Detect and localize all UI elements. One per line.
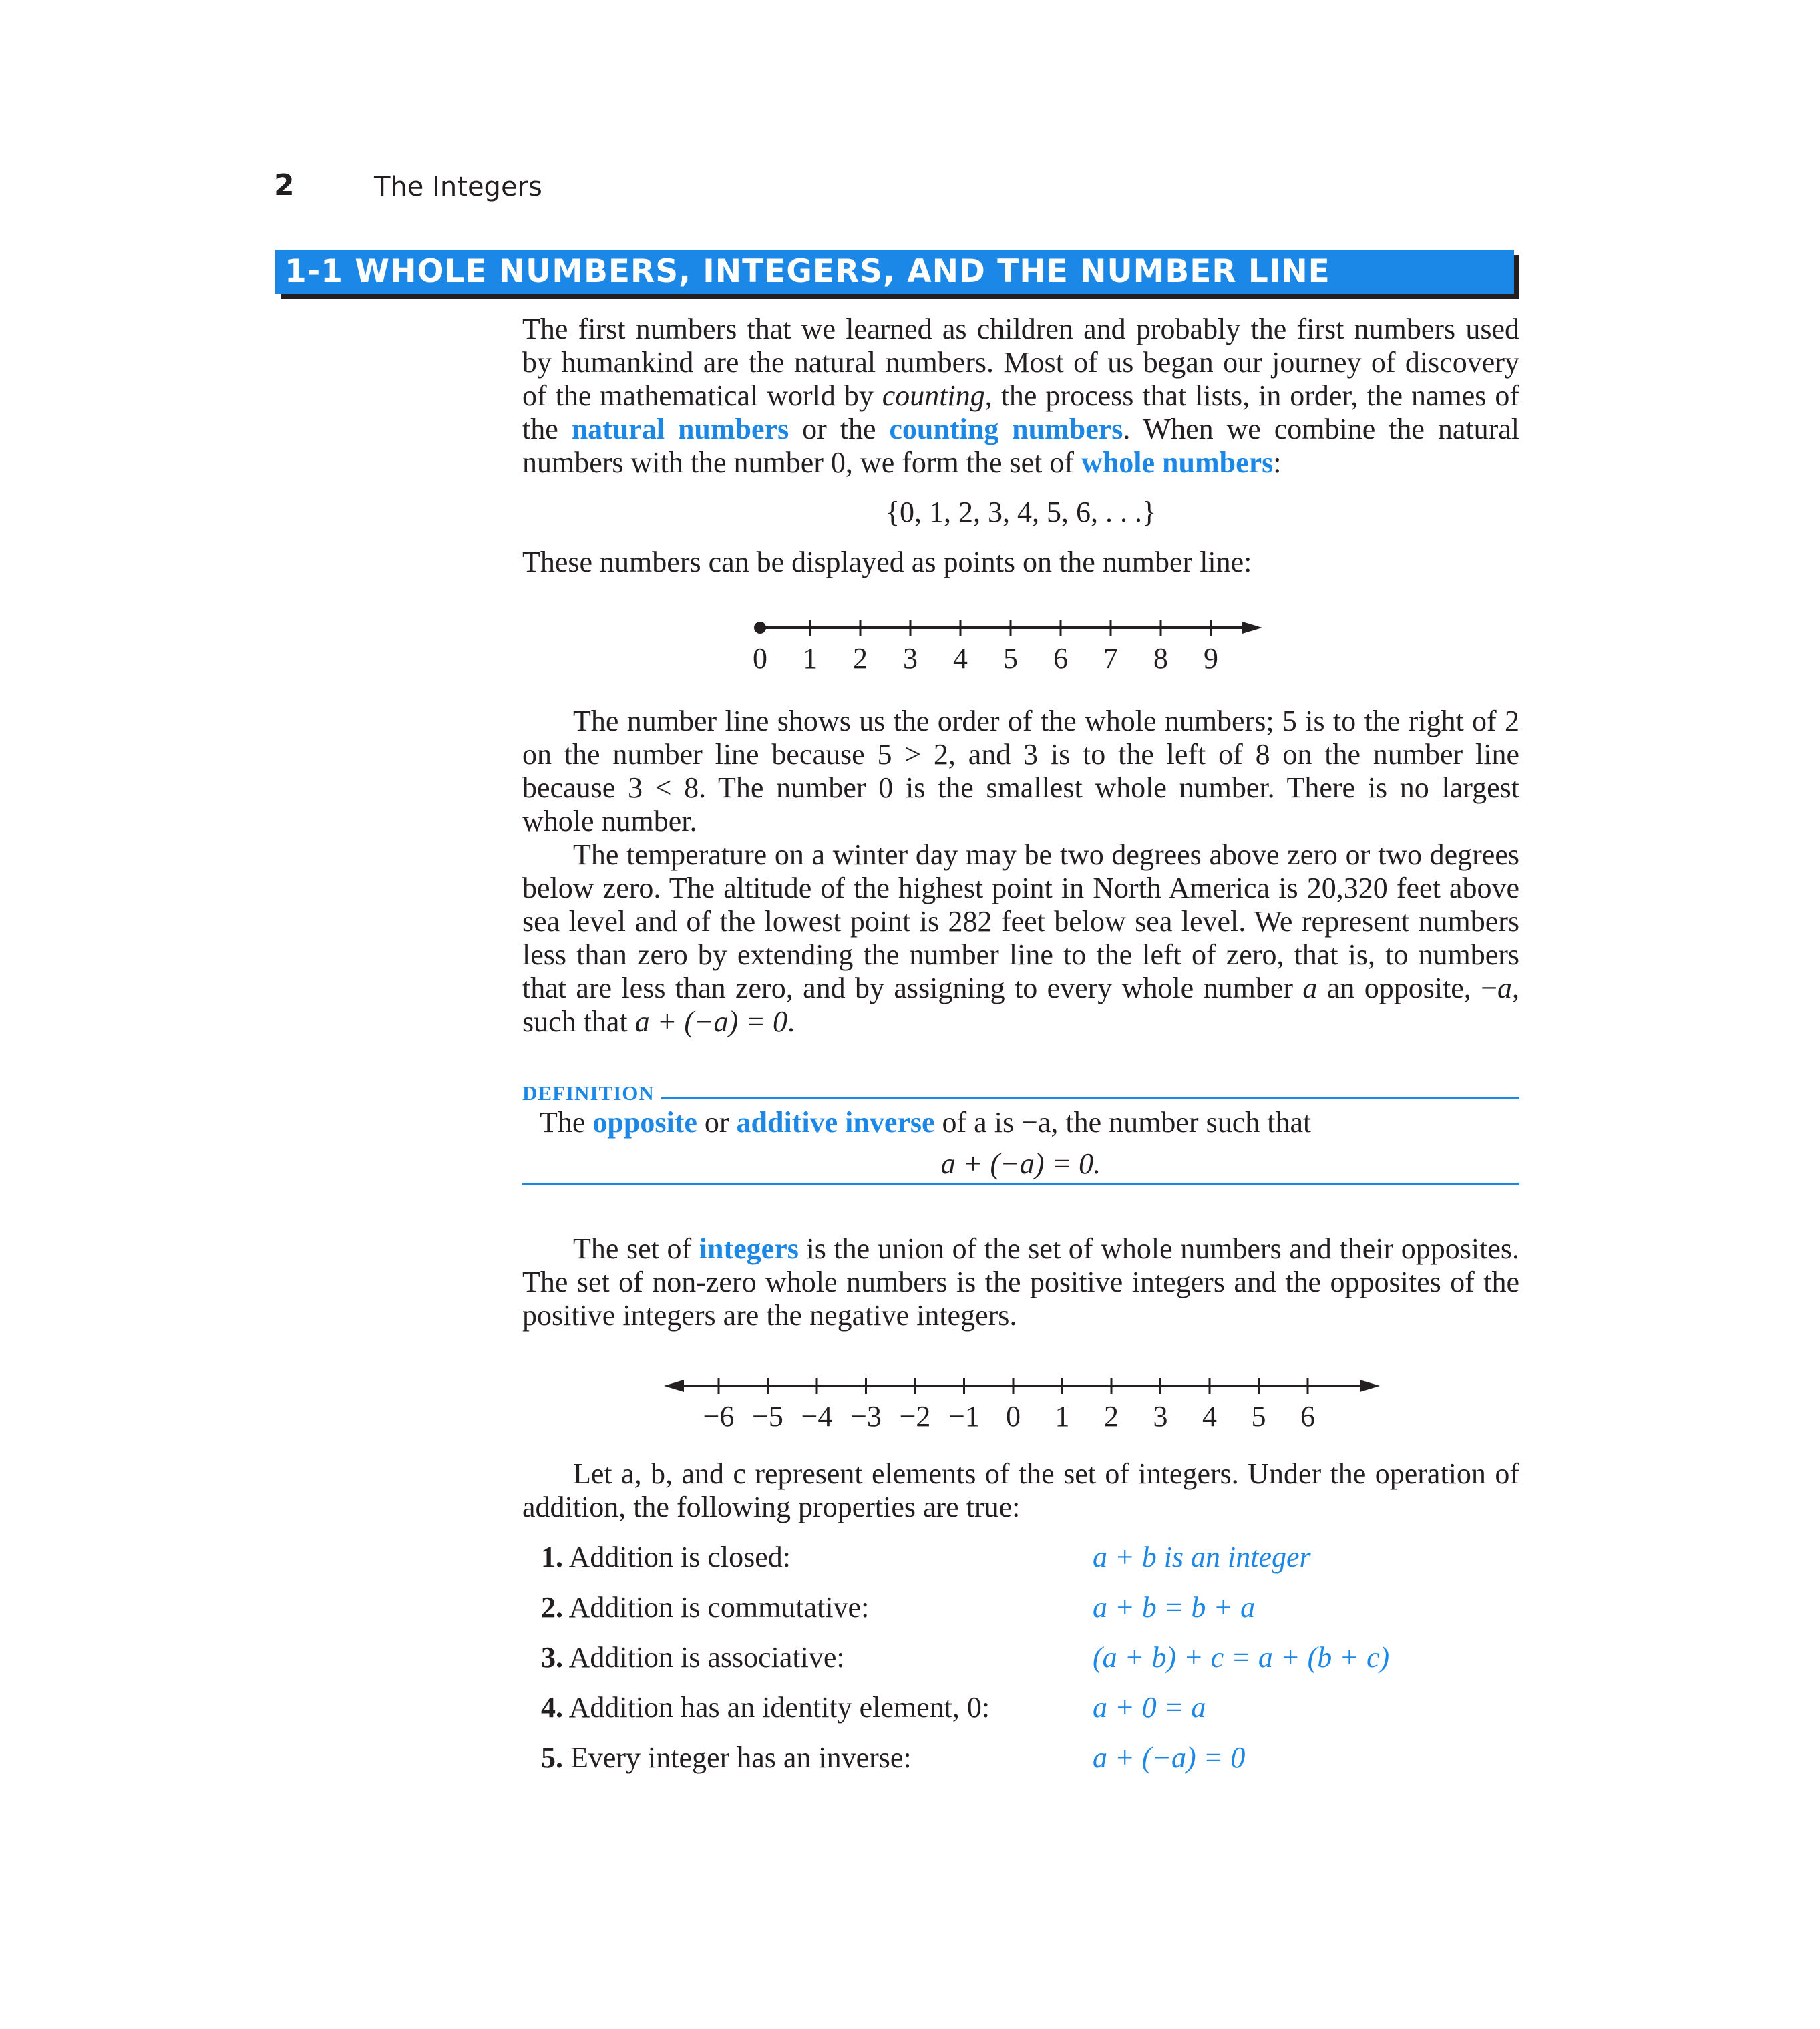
definition-equation: a + (−a) = 0.	[940, 1147, 1101, 1180]
integers-paragraph: The set of integers is the union of the set of whole numbers and their opposites. The set of non-zero whole numbers is the positive integers and the opposites of the positive integers are the negative integers.	[522, 1232, 1519, 1332]
properties-intro: Let a, b, and c represent elements of the set of integers. Under the operation of addition, the following properties are true:	[522, 1457, 1519, 1523]
term-whole-numbers: whole numbers	[1081, 446, 1274, 479]
tick-label: 3	[903, 642, 918, 675]
term-additive-inverse: additive inverse	[736, 1106, 935, 1139]
order-paragraph: The number line shows us the order of the whole numbers; 5 is to the right of 2 on the number line because 5 > 2, and 3 is to the left of 8 on the number line because 3 < 8. The number 0 is the smallest whole number. There is no largest whole number.	[522, 705, 1519, 838]
property-item: 5. Every integer has an inverse:	[541, 1741, 912, 1774]
whole-number-line	[735, 601, 1269, 675]
arrow-right-icon	[1242, 622, 1262, 634]
tick-label: −6	[703, 1400, 735, 1433]
definition-text: The opposite or additive inverse of a is −a, the number such that	[540, 1106, 1312, 1139]
term-opposite: opposite	[592, 1106, 697, 1139]
tick-label: −4	[801, 1400, 833, 1433]
property-formula: (a + b) + c = a + (b + c)	[1093, 1641, 1390, 1674]
property-item: 4. Addition has an identity element, 0:	[541, 1691, 990, 1724]
arrow-left-icon	[664, 1380, 684, 1392]
tick-label: 0	[1006, 1400, 1021, 1433]
origin-dot	[754, 622, 766, 634]
intro-paragraph: The first numbers that we learned as children and probably the first numbers used by humankind are the natural numbers. Most of us began our journey of discovery of the mathematical world by counting, the process that lists, in order, the names of the natural numbers or the counting numbers. When we combine the natural numbers with the number 0, we form the set of whole numbers:	[522, 313, 1520, 479]
property-item: 2. Addition is commutative:	[541, 1591, 870, 1624]
tick-label: 3	[1153, 1400, 1168, 1433]
tick-label: 2	[1104, 1400, 1119, 1433]
definition-label: DEFINITION	[522, 1081, 655, 1105]
integer-number-line	[655, 1359, 1389, 1433]
tick-label: 6	[1300, 1400, 1315, 1433]
whole-numbers-set: {0, 1, 2, 3, 4, 5, 6, . . .}	[885, 496, 1157, 528]
section-title: 1-1 WHOLE NUMBERS, INTEGERS, AND THE NUMBER LINE	[285, 253, 1330, 290]
tick-label: 4	[953, 642, 968, 675]
tick-label: 0	[753, 642, 767, 675]
tick-label: −2	[899, 1400, 931, 1433]
property-item: 1. Addition is closed:	[541, 1541, 791, 1574]
arrow-right-icon	[1360, 1380, 1380, 1392]
tick-label: 7	[1103, 642, 1118, 675]
tick-label: 1	[803, 642, 817, 675]
tick-label: −3	[850, 1400, 882, 1433]
property-item: 3. Addition is associative:	[541, 1641, 845, 1674]
tick-label: 4	[1202, 1400, 1217, 1433]
tick-label: 2	[853, 642, 868, 675]
property-formula: a + b is an integer	[1093, 1541, 1311, 1574]
term-integers: integers	[699, 1232, 799, 1265]
tick-label: 1	[1055, 1400, 1070, 1433]
property-formula: a + b = b + a	[1093, 1591, 1256, 1624]
tick-label: 9	[1204, 642, 1218, 675]
tick-label: 6	[1053, 642, 1068, 675]
term-counting-numbers: counting numbers	[889, 413, 1123, 445]
tick-label: 8	[1153, 642, 1168, 675]
tick-label: −1	[948, 1400, 980, 1433]
page-number: 2	[274, 168, 295, 202]
term-natural-numbers: natural numbers	[571, 413, 789, 445]
tick-label: 5	[1003, 642, 1018, 675]
running-title: The Integers	[374, 172, 542, 202]
definition-rule-bottom	[522, 1183, 1519, 1185]
property-formula: a + (−a) = 0	[1093, 1741, 1246, 1774]
tick-label: 5	[1251, 1400, 1266, 1433]
tick-label: −5	[752, 1400, 783, 1433]
number-line-intro: These numbers can be displayed as points on the number line:	[522, 546, 1252, 578]
definition-rule-top	[661, 1097, 1519, 1099]
negative-numbers-paragraph: The temperature on a winter day may be two degrees above zero or two degrees below zero. The altitude of the highest point in North America is 20,320 feet above sea level and of the lowest point is 282 feet below sea level. We represent numbers less than zero by extending the number line to the left of zero, that is, to numbers that are less than zero, and by assigning to every whole number a an opposite, −a, such that a + (−a) = 0.	[522, 838, 1520, 1038]
property-formula: a + 0 = a	[1093, 1691, 1206, 1724]
